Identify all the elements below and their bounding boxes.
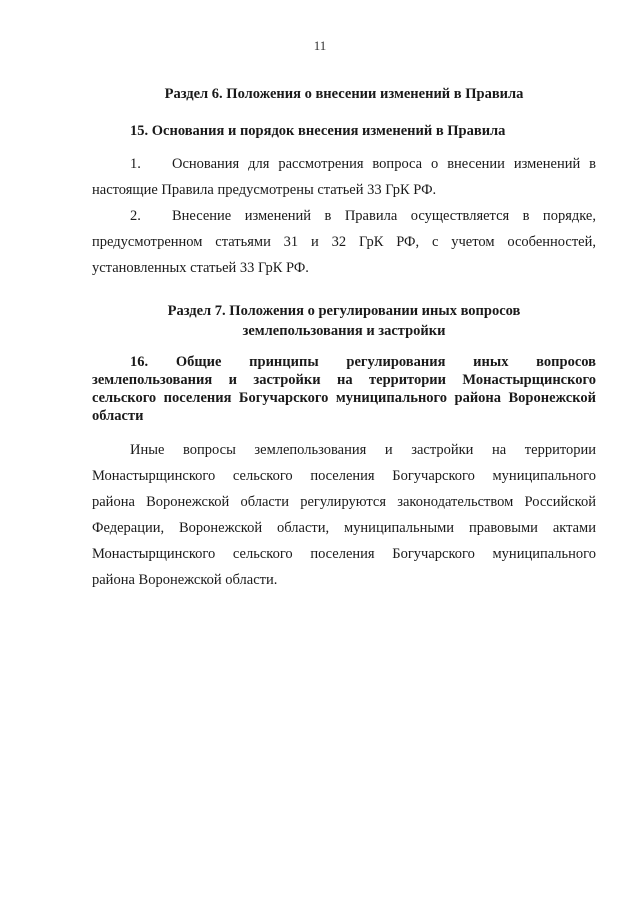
article-16-title-line2: землепользования и застройки на территории Монастырщинского [92,372,596,388]
section-7-heading [92,301,596,341]
article-15-item-2 [92,203,596,281]
article-16-body-line4: Федерации, Воронежской области, муниципальными правовыми актами [92,520,596,536]
item-2-number: 2. [130,208,141,224]
article-15-heading: 15. Основания и порядок внесения изменений в Правила [130,123,506,139]
item-2-first-line [92,203,596,229]
section-7-title-line1: Раздел 7. Положения о регулировании иных вопросов [167,303,521,319]
article-16-title-line4: области [92,408,144,424]
article-16-title-line1: 16. Общие принципы регулирования иных вопросов [130,354,596,370]
section-6-heading [92,84,596,104]
article-16-body [92,437,596,593]
item-2-text-line1: Внесение изменений в Правила осуществляется в порядке, [172,208,596,224]
article-16-body-line1: Иные вопросы землепользования и застройки на территории [130,442,596,458]
item-2-text-line3: установленных статьей 33 ГрК РФ. [92,260,309,276]
item-1-text-line2: настоящие Правила предусмотрены статьей 33 ГрК РФ. [92,182,437,198]
section-6-title: Раздел 6. Положения о внесении изменений в Правила [164,86,524,102]
article-16-body-line3: района Воронежской области регулируются законодательством Российской [92,494,596,510]
article-16-heading [92,353,596,425]
item-1-text-line1: Основания для рассмотрения вопроса о внесении изменений в [172,156,596,172]
section-7-title-line2: землепользования и застройки [242,323,446,339]
item-1-number: 1. [130,156,141,172]
article-15-item-1 [92,151,596,203]
article-16-title-line3: сельского поселения Богучарского муниципального района Воронежской [92,390,596,406]
page-number: 11 [313,38,327,53]
article-16-body-line2: Монастырщинского сельского поселения Богучарского муниципального [92,468,596,484]
item-2-text-line2: предусмотренном статьями 31 и 32 ГрК РФ, с учетом особенностей, [92,234,596,250]
article-16-body-line5: Монастырщинского сельского поселения Богучарского муниципального [92,546,596,562]
article-16-body-line6: района Воронежской области. [92,572,278,588]
item-1-first-line [92,151,596,177]
